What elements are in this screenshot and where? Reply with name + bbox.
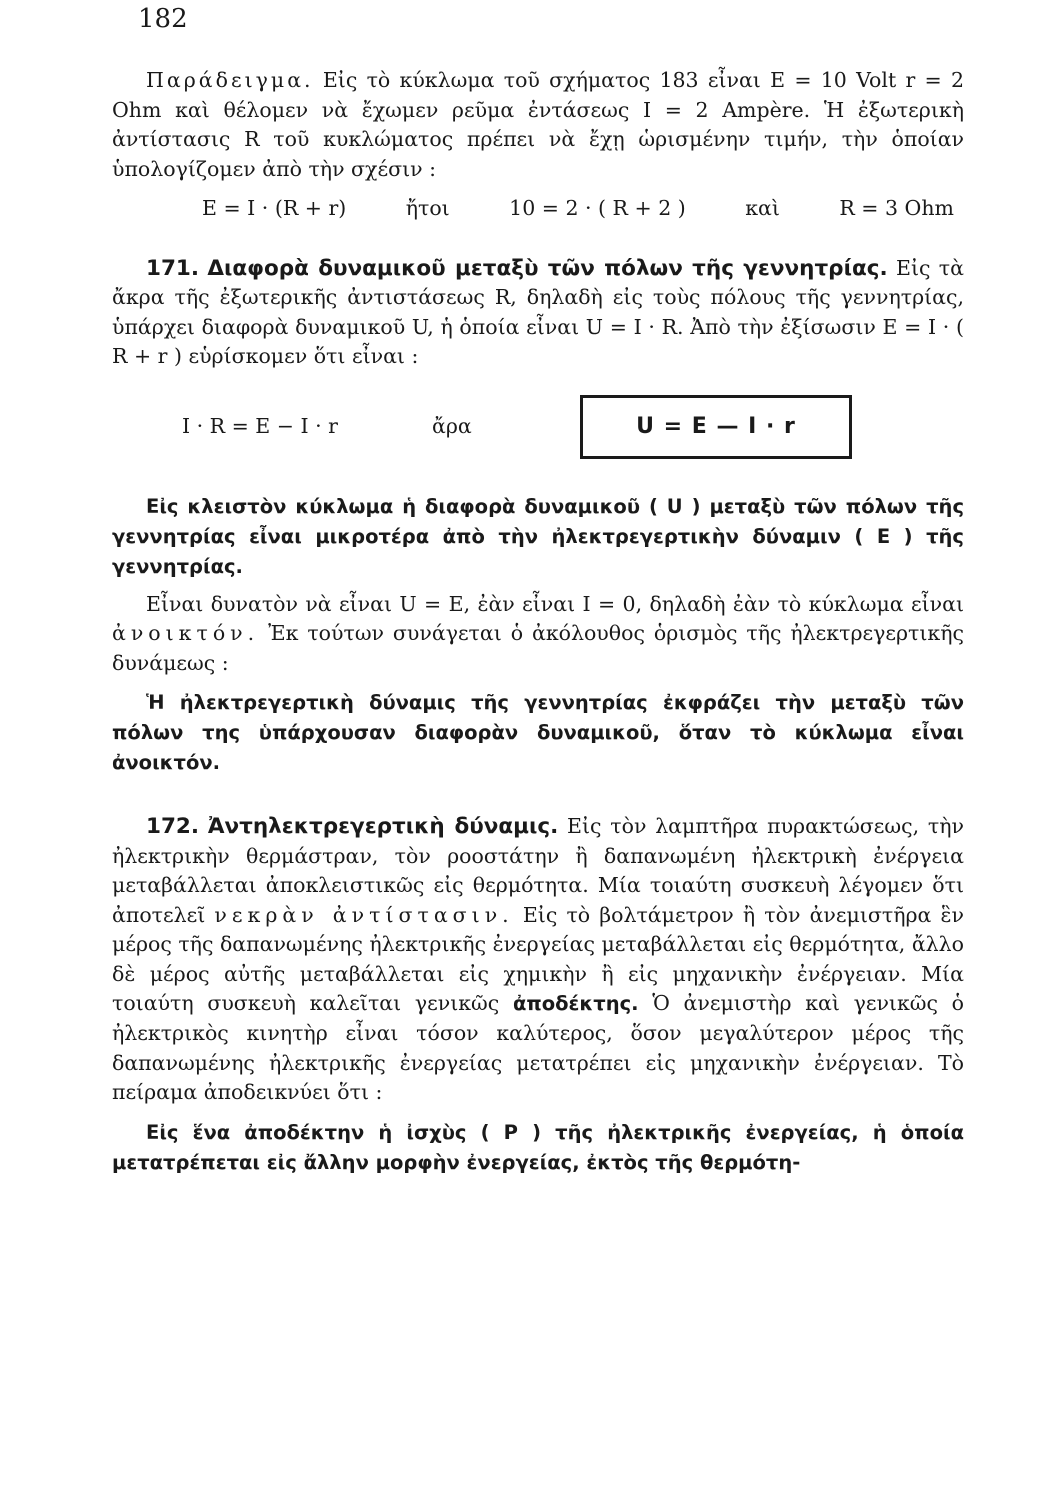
section-172-number: 172.: [146, 814, 200, 839]
page-number: 182: [138, 4, 188, 34]
example-text: Εἰς τὸ κύκλωμα τοῦ σχήματος 183 εἶναι E = 10 Volt r = 2 Ohm καὶ θέλομεν νὰ ἔχωμεν ρεῦμα ἐντάσεως I = 2 Ampère. Ἡ ἐξωτερικὴ ἀντίστασις R τοῦ κυκλώματος πρέπει νὰ ἔχῃ ὡρισμένην τιμήν, τὴν ὁποίαν ὑπολογίζομεν ἀπὸ τὴν σχέσιν :: [112, 68, 964, 181]
example-paragraph: [112, 66, 964, 184]
rule-closed-circuit: Εἰς κλειστὸν κύκλωμα ἡ διαφορὰ δυναμικοῦ ( U ) μεταξὺ τῶν πόλων τῆς γεννητρίας εἶναι μικροτέρα ἀπὸ τὴν ἠλεκτρεγερτικὴν δύναμιν ( E ) τῆς γεννητρίας.: [112, 494, 964, 578]
section-171-paragraph: [112, 254, 964, 372]
section-172-spaced-term: νεκρὰν ἀντίστασιν.: [214, 902, 514, 927]
rule-receiver-power: Εἰς ἕνα ἀποδέκτην ἡ ἰσχὺς ( P ) τῆς ἠλεκτρικῆς ἐνεργείας, ἡ ὁποία μετατρέπεται εἰς ἄλλην μορφὴν ἐνεργείας, ἐκτὸς τῆς θερμότη-: [112, 1120, 964, 1174]
formula-word-2: καὶ: [745, 196, 780, 220]
boxed-formula: U = E — I · r: [580, 395, 852, 459]
formula-word-1: ἤτοι: [405, 196, 450, 220]
derivation-formula: I · R = E − I · r: [182, 413, 338, 438]
rule-emf-definition: Ἡ ἠλεκτρεγερτικὴ δύναμις τῆς γεννητρίας ἐκφράζει τὴν μεταξὺ τῶν πόλων της ὑπάρχουσαν διαφορὰν δυναμικοῦ, ὅταν τὸ κύκλωμα εἶναι ἀνοικτόν.: [112, 691, 964, 774]
section-171-number: 171.: [146, 255, 200, 281]
section-172-paragraph: [112, 812, 964, 1108]
section-172-bold-term: ἀποδέκτης.: [512, 992, 639, 1015]
open-circuit-text-start: Εἶναι δυνατὸν νὰ εἶναι U = E, ἐὰν εἶναι I = 0, δηλαδὴ ἐὰν τὸ κύκλωμα εἶναι: [146, 591, 964, 616]
section-171-text: Εἰς τὰ ἄκρα τῆς ἐξωτερικῆς ἀντιστάσεως R, δηλαδὴ εἰς τοὺς πόλους τῆς γεννητρίας, ὑπάρχει διαφορὰ δυναμικοῦ U, ἡ ὁποία εἶναι U = I · R. Ἀπὸ τὴν ἐξίσωσιν E = I · ( R + r ) εὑρίσκομεν ὅτι εἶναι :: [112, 255, 964, 368]
page-body: [112, 66, 964, 1186]
section-gap: [112, 786, 964, 812]
section-172-text-mid: Εἰς τὸ βολτάμετρον ἢ τὸν ἀνεμιστῆρα ἓν μέρος τῆς δαπανωμένης ἠλεκτρικῆς ἐνεργείας μεταβάλλεται εἰς θερμότητα, ἄλλο δὲ μέρος αὐτῆς μεταβάλλεται εἰς χημικὴν ἢ εἰς μηχανικὴν ἐνέργειαν. Μία τοιαύτη συσκευὴ καλεῖται γενικῶς: [112, 902, 964, 1015]
example-formula: [112, 194, 964, 224]
section-172-text-start: Εἰς τὸν λαμπτῆρα πυρακτώσεως, τὴν ἠλεκτρικὴν θερμάστραν, τὸν ροοστάτην ἢ δαπανωμένη ἠλεκτρικὴ ἐνέργεια μεταβάλλεται ἀποκλειστικῶς εἰς θερμότητα. Μία τοιαύτη συσκευὴ λέγομεν ὅτι ἀποτελεῖ: [112, 814, 964, 927]
formula-part-1: E = I · (R + r): [202, 196, 347, 220]
formula-part-3: R = 3 Ohm: [839, 196, 954, 220]
open-circuit-paragraph: [112, 590, 964, 679]
open-circuit-text-end: Ἐκ τούτων συνάγεται ὁ ἀκόλουθος ὁρισμὸς τῆς ἠλεκτρεγερτικῆς δυνάμεως :: [112, 621, 964, 675]
section-172-title: Ἀντηλεκτρεγερτικὴ δύναμις.: [207, 814, 559, 839]
open-circuit-spaced-term: ἀνοικτόν.: [112, 621, 260, 645]
section-172-text-end: Ὁ ἀνεμιστὴρ καὶ γενικῶς ὁ ἠλεκτρικὸς κινητὴρ εἶναι τόσον καλύτερος, ὅσον μεγαλύτερον μέρος τῆς δαπανωμένης ἠλεκτρικῆς ἐνεργείας μετατρέπει εἰς μηχανικὴν ἐνέργειαν. Τὸ πείραμα ἀποδεικνύει ὅτι :: [112, 991, 964, 1104]
derivation-ara: ἄρα: [432, 413, 472, 438]
formula-part-2: 10 = 2 · ( R + 2 ): [509, 196, 686, 220]
section-171-title: Διαφορὰ δυναμικοῦ μεταξὺ τῶν πόλων τῆς γεννητρίας.: [207, 255, 888, 281]
derivation-row: [112, 394, 964, 460]
example-label: Παράδειγμα.: [146, 68, 314, 92]
